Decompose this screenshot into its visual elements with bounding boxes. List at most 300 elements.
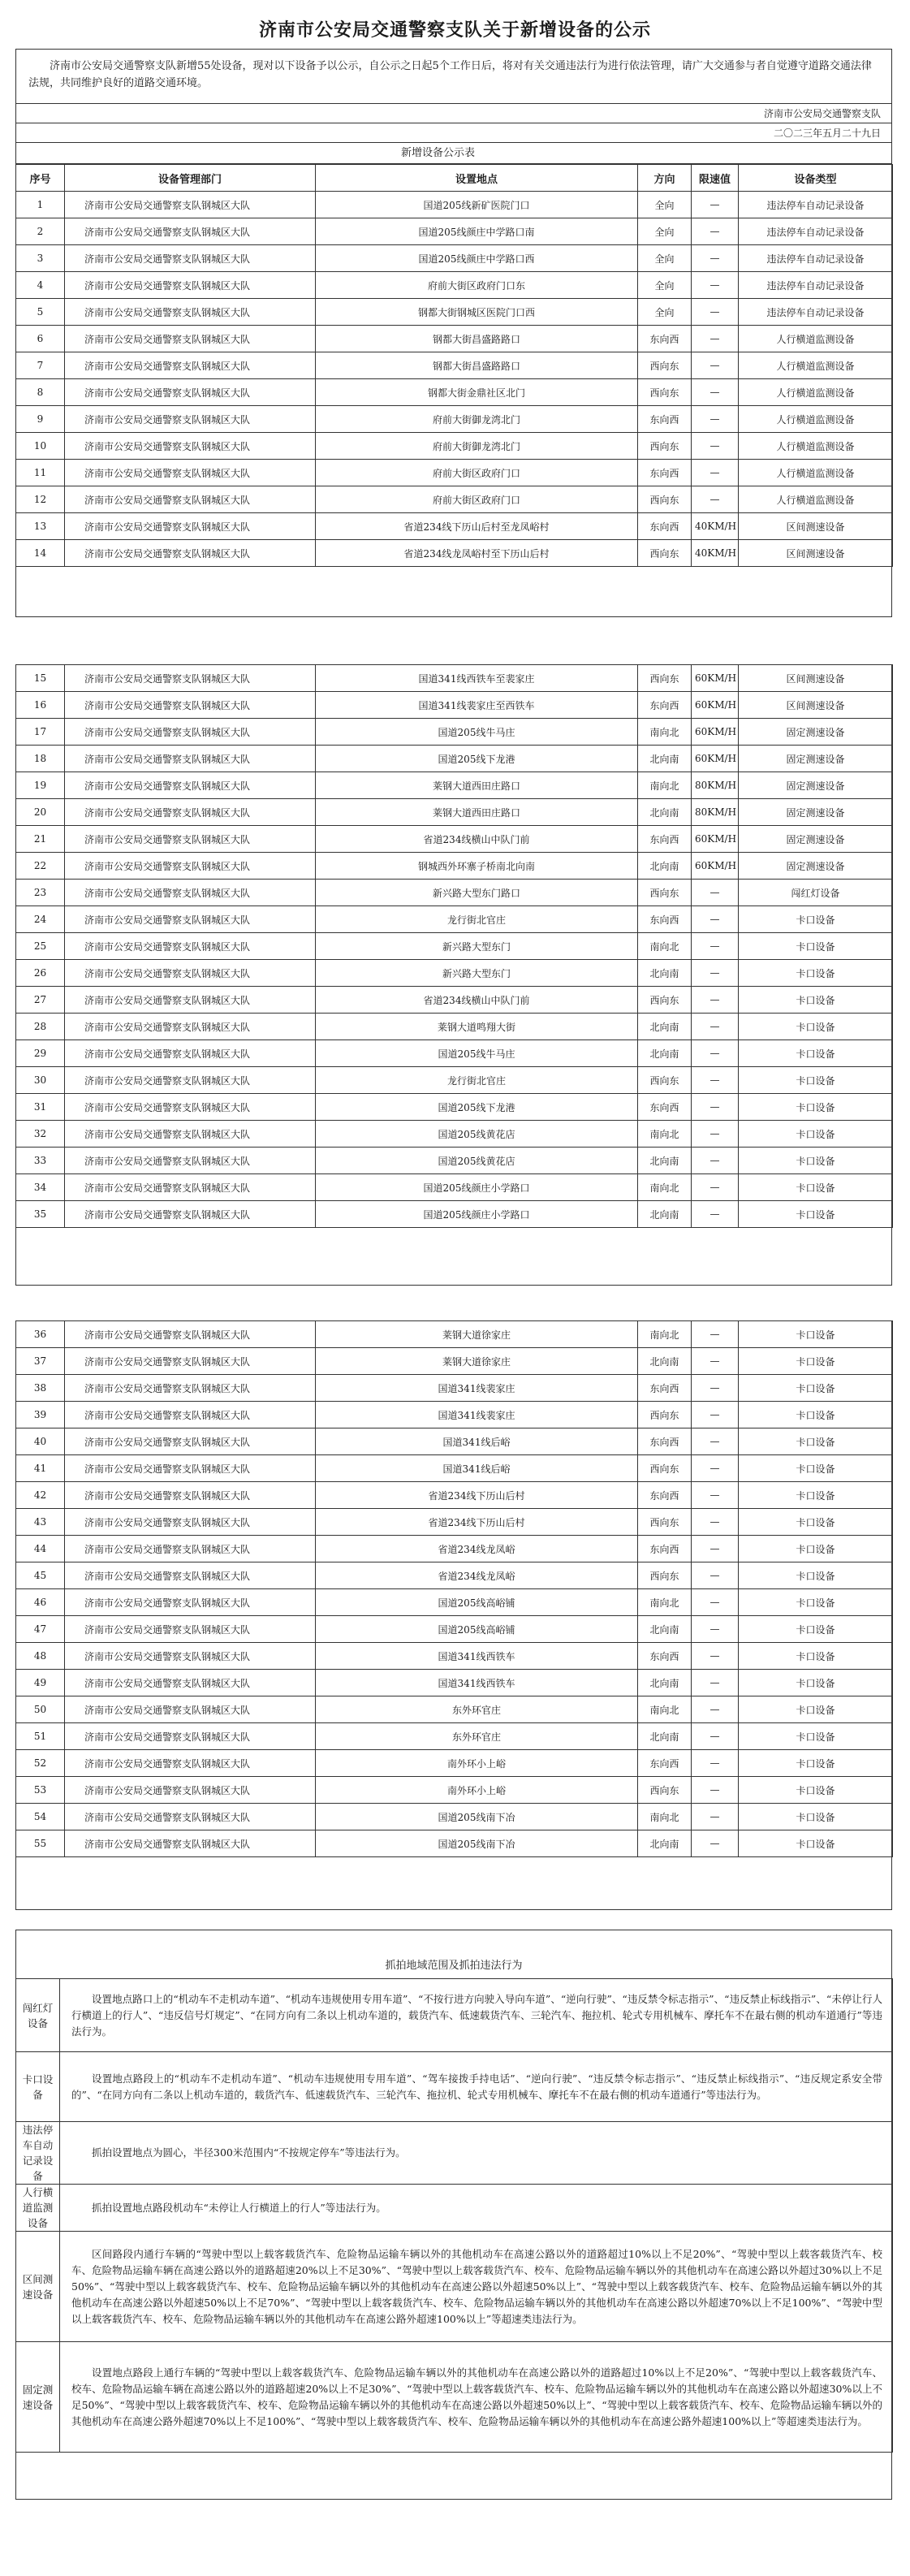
cell-speed-limit: — xyxy=(692,1040,739,1067)
cell-location: 莱钢大道徐家庄 xyxy=(316,1348,638,1375)
table-row xyxy=(16,1040,893,1067)
cell-speed-limit: — xyxy=(692,1509,739,1536)
table-row xyxy=(16,1777,893,1804)
cell-index: 32 xyxy=(16,1121,65,1148)
table-row xyxy=(16,906,893,933)
table-row xyxy=(16,1804,893,1830)
table-row xyxy=(16,406,893,433)
cell-direction: 北向南 xyxy=(638,1014,692,1040)
cell-location: 龙行街北官庄 xyxy=(316,1067,638,1094)
cell-department: 济南市公安局交通警察支队钢城区大队 xyxy=(65,1643,316,1670)
cell-index: 8 xyxy=(16,379,65,406)
law-row-text: 设置地点路段上的“机动车不走机动车道”、“机动车违规使用专用车道”、“驾车接拨手持电话”、“逆向行驶”、“违反禁令标志指示”、“违反禁止标线指示”、“违反规定系安全带的”、“在同方向有二条以上机动车道的，载货汽车、低速载货汽车、三轮汽车、拖拉机、轮式专用机械车、摩托车不在最右侧的机动车道通行”等违法行为。 xyxy=(60,2052,893,2122)
cell-speed-limit: 60KM/H xyxy=(692,826,739,853)
cell-direction: 南向北 xyxy=(638,1121,692,1148)
cell-index: 23 xyxy=(16,880,65,906)
cell-department: 济南市公安局交通警察支队钢城区大队 xyxy=(65,1562,316,1589)
cell-direction: 南向北 xyxy=(638,1589,692,1616)
cell-index: 5 xyxy=(16,299,65,326)
cell-device-type: 卡口设备 xyxy=(739,1696,893,1723)
law-row-label: 区间测速设备 xyxy=(16,2232,60,2342)
cell-department: 济南市公安局交通警察支队钢城区大队 xyxy=(65,1040,316,1067)
cell-index: 49 xyxy=(16,1670,65,1696)
cell-location: 国道205线颜庄中学路口南 xyxy=(316,218,638,245)
cell-department: 济南市公安局交通警察支队钢城区大队 xyxy=(65,1428,316,1455)
cell-location: 府前大街区政府门口 xyxy=(316,460,638,486)
cell-speed-limit: — xyxy=(692,1616,739,1643)
cell-direction: 南向北 xyxy=(638,1804,692,1830)
cell-direction: 东向西 xyxy=(638,513,692,540)
cell-index: 20 xyxy=(16,799,65,826)
cell-location: 莱钢大道徐家庄 xyxy=(316,1321,638,1348)
table-row xyxy=(16,1348,893,1375)
cell-location: 国道205线颜庄小学路口 xyxy=(316,1201,638,1228)
cell-index: 55 xyxy=(16,1830,65,1857)
cell-department: 济南市公安局交通警察支队钢城区大队 xyxy=(65,299,316,326)
cell-direction: 北向南 xyxy=(638,1148,692,1174)
cell-department: 济南市公安局交通警察支队钢城区大队 xyxy=(65,1804,316,1830)
cell-speed-limit: — xyxy=(692,245,739,272)
cell-speed-limit: — xyxy=(692,218,739,245)
cell-device-type: 卡口设备 xyxy=(739,1148,893,1174)
cell-index: 41 xyxy=(16,1455,65,1482)
cell-direction: 北向南 xyxy=(638,1830,692,1857)
cell-department: 济南市公安局交通警察支队钢城区大队 xyxy=(65,1014,316,1040)
cell-speed-limit: — xyxy=(692,1777,739,1804)
cell-index: 52 xyxy=(16,1750,65,1777)
cell-device-type: 人行横道监测设备 xyxy=(739,379,893,406)
table-row xyxy=(16,1428,893,1455)
cell-index: 9 xyxy=(16,406,65,433)
cell-speed-limit: 60KM/H xyxy=(692,746,739,772)
cell-device-type: 人行横道监测设备 xyxy=(739,460,893,486)
cell-department: 济南市公安局交通警察支队钢城区大队 xyxy=(65,326,316,352)
cell-index: 48 xyxy=(16,1643,65,1670)
cell-department: 济南市公安局交通警察支队钢城区大队 xyxy=(65,379,316,406)
cell-department: 济南市公安局交通警察支队钢城区大队 xyxy=(65,218,316,245)
cell-direction: 全向 xyxy=(638,272,692,299)
cell-direction: 西向东 xyxy=(638,1562,692,1589)
table-row xyxy=(16,513,893,540)
cell-direction: 西向东 xyxy=(638,987,692,1014)
cell-speed-limit: — xyxy=(692,1830,739,1857)
cell-speed-limit: — xyxy=(692,460,739,486)
cell-speed-limit: — xyxy=(692,379,739,406)
cell-department: 济南市公安局交通警察支队钢城区大队 xyxy=(65,772,316,799)
cell-department: 济南市公安局交通警察支队钢城区大队 xyxy=(65,1174,316,1201)
cell-direction: 东向西 xyxy=(638,460,692,486)
cell-department: 济南市公安局交通警察支队钢城区大队 xyxy=(65,406,316,433)
cell-direction: 全向 xyxy=(638,299,692,326)
cell-speed-limit: 60KM/H xyxy=(692,692,739,719)
cell-location: 国道341线裴家庄 xyxy=(316,1375,638,1402)
cell-location: 省道234线龙凤峪 xyxy=(316,1536,638,1562)
cell-speed-limit: — xyxy=(692,1750,739,1777)
cell-speed-limit: — xyxy=(692,1589,739,1616)
cell-location: 东外环官庄 xyxy=(316,1696,638,1723)
cell-device-type: 卡口设备 xyxy=(739,1536,893,1562)
cell-index: 16 xyxy=(16,692,65,719)
table-row xyxy=(16,1830,893,1857)
cell-device-type: 卡口设备 xyxy=(739,1014,893,1040)
cell-location: 国道205线下龙港 xyxy=(316,746,638,772)
cell-device-type: 人行横道监测设备 xyxy=(739,433,893,460)
cell-speed-limit: — xyxy=(692,1067,739,1094)
cell-device-type: 违法停车自动记录设备 xyxy=(739,218,893,245)
cell-index: 51 xyxy=(16,1723,65,1750)
cell-device-type: 卡口设备 xyxy=(739,1201,893,1228)
cell-direction: 东向西 xyxy=(638,1536,692,1562)
cell-device-type: 卡口设备 xyxy=(739,1830,893,1857)
cell-direction: 北向南 xyxy=(638,1348,692,1375)
cell-location: 国道205线下龙港 xyxy=(316,1094,638,1121)
cell-department: 济南市公安局交通警察支队钢城区大队 xyxy=(65,1148,316,1174)
cell-department: 济南市公安局交通警察支队钢城区大队 xyxy=(65,665,316,692)
table-row xyxy=(16,352,893,379)
table-row xyxy=(16,799,893,826)
cell-location: 国道205线新矿医院门口 xyxy=(316,192,638,218)
table-row xyxy=(16,1670,893,1696)
cell-location: 钢城西外环寨子桥南北向南 xyxy=(316,853,638,880)
cell-index: 30 xyxy=(16,1067,65,1094)
cell-location: 省道234线横山中队门前 xyxy=(316,987,638,1014)
table-row xyxy=(16,1723,893,1750)
cell-location: 莱钢大道鸣翔大街 xyxy=(316,1014,638,1040)
cell-department: 济南市公安局交通警察支队钢城区大队 xyxy=(65,880,316,906)
cell-department: 济南市公安局交通警察支队钢城区大队 xyxy=(65,853,316,880)
header-speed-limit: 限速值 xyxy=(692,165,739,192)
cell-location: 莱钢大道西田庄路口 xyxy=(316,799,638,826)
cell-index: 46 xyxy=(16,1589,65,1616)
cell-direction: 南向北 xyxy=(638,933,692,960)
cell-device-type: 卡口设备 xyxy=(739,1482,893,1509)
cell-location: 新兴路大型东门 xyxy=(316,960,638,987)
cell-direction: 北向南 xyxy=(638,853,692,880)
cell-index: 34 xyxy=(16,1174,65,1201)
cell-department: 济南市公安局交通警察支队钢城区大队 xyxy=(65,1321,316,1348)
cell-index: 10 xyxy=(16,433,65,460)
cell-index: 2 xyxy=(16,218,65,245)
table-row xyxy=(16,665,893,692)
cell-location: 国道205线高峪铺 xyxy=(316,1589,638,1616)
cell-speed-limit: — xyxy=(692,933,739,960)
cell-direction: 南向北 xyxy=(638,1174,692,1201)
cell-index: 6 xyxy=(16,326,65,352)
cell-department: 济南市公安局交通警察支队钢城区大队 xyxy=(65,245,316,272)
cell-department: 济南市公安局交通警察支队钢城区大队 xyxy=(65,987,316,1014)
cell-department: 济南市公安局交通警察支队钢城区大队 xyxy=(65,272,316,299)
cell-direction: 南向北 xyxy=(638,719,692,746)
cell-device-type: 卡口设备 xyxy=(739,1804,893,1830)
cell-direction: 全向 xyxy=(638,192,692,218)
cell-index: 44 xyxy=(16,1536,65,1562)
cell-device-type: 卡口设备 xyxy=(739,1375,893,1402)
cell-direction: 东向西 xyxy=(638,692,692,719)
cell-department: 济南市公安局交通警察支队钢城区大队 xyxy=(65,460,316,486)
cell-location: 府前大街区政府门口 xyxy=(316,486,638,513)
cell-index: 35 xyxy=(16,1201,65,1228)
cell-location: 国道205线牛马庄 xyxy=(316,1040,638,1067)
table-row xyxy=(16,379,893,406)
cell-direction: 西向东 xyxy=(638,540,692,567)
cell-index: 11 xyxy=(16,460,65,486)
cell-speed-limit: — xyxy=(692,1201,739,1228)
cell-department: 济南市公安局交通警察支队钢城区大队 xyxy=(65,1201,316,1228)
cell-location: 国道341线后峪 xyxy=(316,1428,638,1455)
cell-device-type: 卡口设备 xyxy=(739,933,893,960)
cell-location: 国道205线颜庄中学路口西 xyxy=(316,245,638,272)
table-row xyxy=(16,1121,893,1148)
cell-location: 国道205线颜庄小学路口 xyxy=(316,1174,638,1201)
cell-department: 济南市公安局交通警察支队钢城区大队 xyxy=(65,1536,316,1562)
table-row xyxy=(16,746,893,772)
cell-direction: 东向西 xyxy=(638,906,692,933)
cell-speed-limit: — xyxy=(692,1148,739,1174)
cell-direction: 东向西 xyxy=(638,1482,692,1509)
cell-device-type: 卡口设备 xyxy=(739,1094,893,1121)
cell-department: 济南市公安局交通警察支队钢城区大队 xyxy=(65,1830,316,1857)
table-row xyxy=(16,1067,893,1094)
law-row-text: 设置地点路口上的“机动车不走机动车道”、“机动车违规使用专用车道”、“不按行进方向驶入导向车道”、“逆向行驶”、“违反禁令标志指示”、“违反禁止标线指示”、“未停让行人行横道上的行人”、“违反信号灯规定”、“在同方向有二条以上机动车道的，载货汽车、低速载货汽车、三轮汽车、拖拉机、轮式专用机械车、摩托车不在最右侧的机动车道通行”等违法行为。 xyxy=(60,1979,893,2052)
cell-department: 济南市公安局交通警察支队钢城区大队 xyxy=(65,826,316,853)
cell-direction: 西向东 xyxy=(638,433,692,460)
law-row xyxy=(16,2122,893,2185)
cell-direction: 北向南 xyxy=(638,1040,692,1067)
cell-device-type: 卡口设备 xyxy=(739,1509,893,1536)
cell-speed-limit: — xyxy=(692,1536,739,1562)
table-row xyxy=(16,1696,893,1723)
cell-department: 济南市公安局交通警察支队钢城区大队 xyxy=(65,692,316,719)
cell-speed-limit: 60KM/H xyxy=(692,853,739,880)
cell-index: 1 xyxy=(16,192,65,218)
table-row xyxy=(16,192,893,218)
table-row xyxy=(16,486,893,513)
cell-direction: 西向东 xyxy=(638,1777,692,1804)
cell-device-type: 人行横道监测设备 xyxy=(739,406,893,433)
cell-speed-limit: — xyxy=(692,1723,739,1750)
cell-device-type: 区间测速设备 xyxy=(739,692,893,719)
cell-device-type: 人行横道监测设备 xyxy=(739,486,893,513)
cell-speed-limit: — xyxy=(692,272,739,299)
cell-department: 济南市公安局交通警察支队钢城区大队 xyxy=(65,1670,316,1696)
cell-direction: 东向西 xyxy=(638,1643,692,1670)
cell-department: 济南市公安局交通警察支队钢城区大队 xyxy=(65,1402,316,1428)
cell-index: 38 xyxy=(16,1375,65,1402)
cell-department: 济南市公安局交通警察支队钢城区大队 xyxy=(65,960,316,987)
cell-index: 21 xyxy=(16,826,65,853)
cell-location: 国道341线西铁车 xyxy=(316,1670,638,1696)
cell-location: 国道205线黄花店 xyxy=(316,1148,638,1174)
cell-direction: 东向西 xyxy=(638,326,692,352)
cell-department: 济南市公安局交通警察支队钢城区大队 xyxy=(65,1509,316,1536)
cell-device-type: 卡口设备 xyxy=(739,987,893,1014)
table-row xyxy=(16,1201,893,1228)
cell-department: 济南市公安局交通警察支队钢城区大队 xyxy=(65,799,316,826)
table-row xyxy=(16,826,893,853)
cell-device-type: 卡口设备 xyxy=(739,1723,893,1750)
cell-direction: 西向东 xyxy=(638,1455,692,1482)
cell-direction: 北向南 xyxy=(638,1670,692,1696)
cell-device-type: 卡口设备 xyxy=(739,960,893,987)
cell-device-type: 卡口设备 xyxy=(739,1040,893,1067)
law-row xyxy=(16,2185,893,2232)
cell-device-type: 卡口设备 xyxy=(739,1348,893,1375)
cell-index: 13 xyxy=(16,513,65,540)
cell-index: 31 xyxy=(16,1094,65,1121)
cell-index: 26 xyxy=(16,960,65,987)
cell-index: 28 xyxy=(16,1014,65,1040)
table-row xyxy=(16,433,893,460)
table-row xyxy=(16,1750,893,1777)
cell-direction: 西向东 xyxy=(638,665,692,692)
cell-speed-limit: — xyxy=(692,1121,739,1148)
date-line: 二〇二三年五月二十九日 xyxy=(15,123,892,143)
cell-speed-limit: — xyxy=(692,960,739,987)
cell-direction: 全向 xyxy=(638,218,692,245)
cell-index: 39 xyxy=(16,1402,65,1428)
table-row xyxy=(16,299,893,326)
table-row xyxy=(16,1402,893,1428)
cell-direction: 北向南 xyxy=(638,1201,692,1228)
cell-device-type: 违法停车自动记录设备 xyxy=(739,299,893,326)
cell-speed-limit: — xyxy=(692,1670,739,1696)
cell-speed-limit: — xyxy=(692,1804,739,1830)
cell-index: 14 xyxy=(16,540,65,567)
cell-device-type: 卡口设备 xyxy=(739,1402,893,1428)
cell-index: 24 xyxy=(16,906,65,933)
table-row xyxy=(16,987,893,1014)
cell-department: 济南市公安局交通警察支队钢城区大队 xyxy=(65,1589,316,1616)
cell-index: 27 xyxy=(16,987,65,1014)
cell-location: 省道234线龙凤峪村至下历山后村 xyxy=(316,540,638,567)
table-row xyxy=(16,933,893,960)
cell-location: 省道234线龙凤峪 xyxy=(316,1562,638,1589)
law-row xyxy=(16,2232,893,2342)
cell-location: 南外环小上峪 xyxy=(316,1750,638,1777)
cell-direction: 西向东 xyxy=(638,352,692,379)
cell-device-type: 卡口设备 xyxy=(739,1777,893,1804)
law-row-label: 卡口设备 xyxy=(16,2052,60,2122)
table-row xyxy=(16,719,893,746)
law-row-label: 违法停车自动记录设备 xyxy=(16,2122,60,2185)
cell-device-type: 违法停车自动记录设备 xyxy=(739,272,893,299)
cell-speed-limit: — xyxy=(692,1643,739,1670)
cell-device-type: 固定测速设备 xyxy=(739,746,893,772)
cell-speed-limit: — xyxy=(692,433,739,460)
cell-index: 50 xyxy=(16,1696,65,1723)
table-row xyxy=(16,772,893,799)
law-row xyxy=(16,2052,893,2122)
cell-direction: 西向东 xyxy=(638,1067,692,1094)
cell-device-type: 区间测速设备 xyxy=(739,540,893,567)
cell-location: 府前大街区政府门口东 xyxy=(316,272,638,299)
cell-location: 省道234线横山中队门前 xyxy=(316,826,638,853)
device-table-part-2 xyxy=(15,664,893,1228)
cell-location: 南外环小上峪 xyxy=(316,1777,638,1804)
law-row xyxy=(16,1979,893,2052)
cell-department: 济南市公安局交通警察支队钢城区大队 xyxy=(65,540,316,567)
cell-department: 济南市公安局交通警察支队钢城区大队 xyxy=(65,192,316,218)
cell-device-type: 卡口设备 xyxy=(739,1616,893,1643)
cell-location: 国道341线后峪 xyxy=(316,1455,638,1482)
cell-direction: 北向南 xyxy=(638,746,692,772)
table-row xyxy=(16,692,893,719)
cell-device-type: 固定测速设备 xyxy=(739,826,893,853)
cell-location: 国道205线牛马庄 xyxy=(316,719,638,746)
cell-location: 国道205线南下冶 xyxy=(316,1830,638,1857)
header-index: 序号 xyxy=(16,165,65,192)
cell-location: 府前大街御龙湾北门 xyxy=(316,406,638,433)
cell-index: 12 xyxy=(16,486,65,513)
law-row xyxy=(16,2342,893,2453)
cell-department: 济南市公安局交通警察支队钢城区大队 xyxy=(65,1723,316,1750)
cell-department: 济南市公安局交通警察支队钢城区大队 xyxy=(65,906,316,933)
table-row xyxy=(16,460,893,486)
cell-speed-limit: — xyxy=(692,1321,739,1348)
cell-location: 钢都大街钢城区医院门口西 xyxy=(316,299,638,326)
cell-index: 17 xyxy=(16,719,65,746)
cell-index: 42 xyxy=(16,1482,65,1509)
law-row-text: 抓拍设置地点路段机动车“未停让人行横道上的行人”等违法行为。 xyxy=(60,2185,893,2232)
cell-location: 府前大街御龙湾北门 xyxy=(316,433,638,460)
cell-department: 济南市公安局交通警察支队钢城区大队 xyxy=(65,1482,316,1509)
cell-direction: 东向西 xyxy=(638,1428,692,1455)
cell-department: 济南市公安局交通警察支队钢城区大队 xyxy=(65,486,316,513)
cell-direction: 北向南 xyxy=(638,960,692,987)
cell-speed-limit: — xyxy=(692,1482,739,1509)
cell-speed-limit: 40KM/H xyxy=(692,513,739,540)
cell-speed-limit: — xyxy=(692,1696,739,1723)
table-row xyxy=(16,1174,893,1201)
cell-index: 33 xyxy=(16,1148,65,1174)
header-direction: 方向 xyxy=(638,165,692,192)
cell-device-type: 卡口设备 xyxy=(739,1321,893,1348)
cell-direction: 西向东 xyxy=(638,1509,692,1536)
cell-speed-limit: — xyxy=(692,1174,739,1201)
cell-department: 济南市公安局交通警察支队钢城区大队 xyxy=(65,719,316,746)
cell-device-type: 区间测速设备 xyxy=(739,665,893,692)
law-row-label: 固定测速设备 xyxy=(16,2342,60,2453)
table-row xyxy=(16,853,893,880)
cell-speed-limit: 40KM/H xyxy=(692,540,739,567)
cell-index: 43 xyxy=(16,1509,65,1536)
cell-index: 19 xyxy=(16,772,65,799)
cell-department: 济南市公安局交通警察支队钢城区大队 xyxy=(65,513,316,540)
cell-department: 济南市公安局交通警察支队钢城区大队 xyxy=(65,352,316,379)
cell-device-type: 卡口设备 xyxy=(739,1121,893,1148)
table-row xyxy=(16,1148,893,1174)
cell-direction: 东向西 xyxy=(638,1750,692,1777)
cell-location: 国道205线黄花店 xyxy=(316,1121,638,1148)
cell-direction: 南向北 xyxy=(638,772,692,799)
law-title: 抓拍地域范围及抓拍违法行为 xyxy=(385,1960,523,1972)
cell-speed-limit: — xyxy=(692,906,739,933)
cell-device-type: 卡口设备 xyxy=(739,1067,893,1094)
cell-device-type: 卡口设备 xyxy=(739,1750,893,1777)
cell-direction: 北向南 xyxy=(638,799,692,826)
cell-device-type: 卡口设备 xyxy=(739,1670,893,1696)
cell-direction: 西向东 xyxy=(638,379,692,406)
cell-location: 国道205线南下冶 xyxy=(316,1804,638,1830)
cell-department: 济南市公安局交通警察支队钢城区大队 xyxy=(65,1455,316,1482)
cell-index: 4 xyxy=(16,272,65,299)
cell-device-type: 卡口设备 xyxy=(739,1643,893,1670)
table-row xyxy=(16,1562,893,1589)
cell-department: 济南市公安局交通警察支队钢城区大队 xyxy=(65,1375,316,1402)
cell-speed-limit: — xyxy=(692,192,739,218)
table-row xyxy=(16,1094,893,1121)
cell-department: 济南市公安局交通警察支队钢城区大队 xyxy=(65,1121,316,1148)
